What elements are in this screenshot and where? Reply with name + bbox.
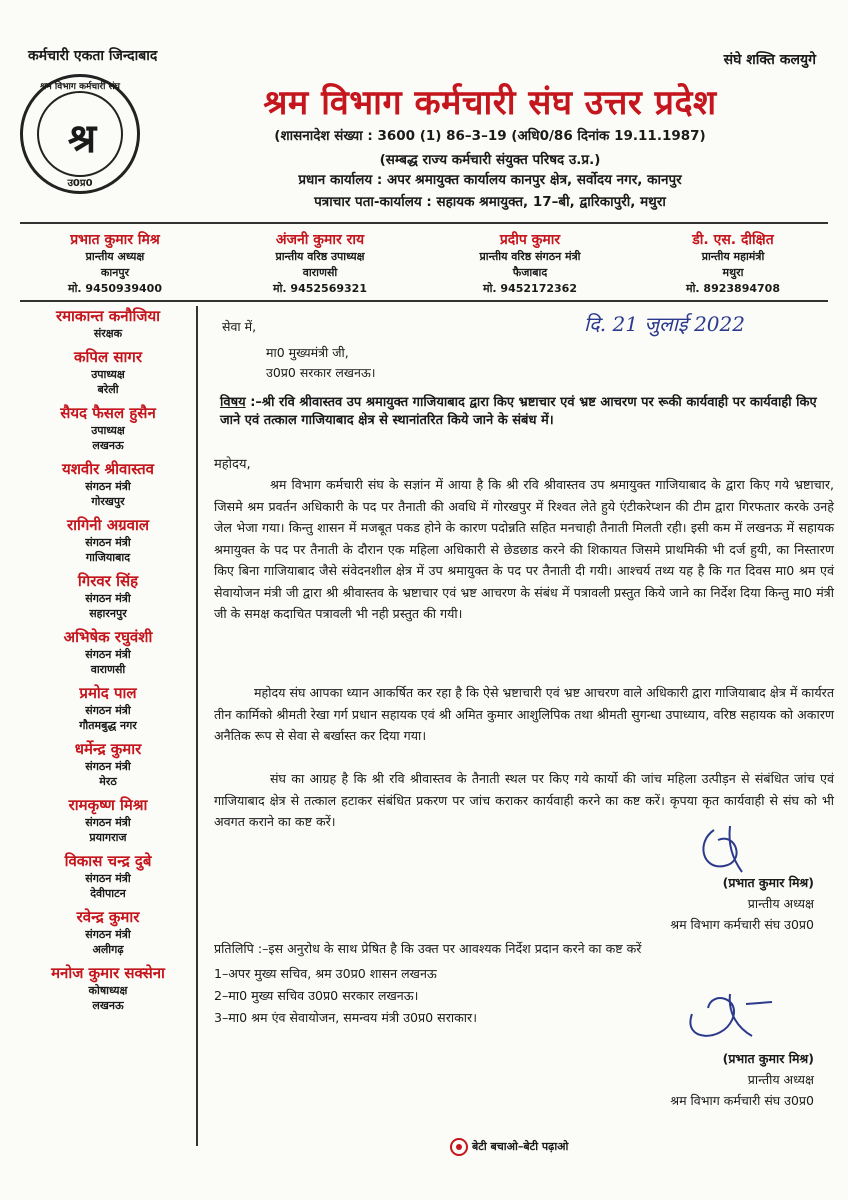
member-name: गिरवर सिंह [77, 572, 139, 590]
member-name: रागिनी अग्रवाल [66, 516, 150, 534]
seal-inner-ring [37, 91, 123, 177]
member-role: संगठन मंत्री [85, 816, 131, 829]
footer-slogan [450, 1138, 568, 1156]
member-name: प्रमोद पाल [79, 684, 137, 702]
member-role: संगठन मंत्री [85, 536, 131, 549]
address-recipient: मा0 मुख्यमंत्री जी, [266, 345, 349, 360]
gov-order-line: (शासनादेश संख्या : 3600 (1) 86–3–19 (अधि0/86 दिनांक 19.11.1987) [274, 128, 706, 144]
signature-scribble-2 [672, 984, 782, 1044]
signatory-role: प्रान्तीय अध्यक्ष [747, 1072, 814, 1087]
officer-card [640, 230, 826, 297]
member-entry [20, 571, 196, 621]
officer-name: प्रभात कुमार मिश्र [70, 232, 160, 248]
letter-subject [220, 394, 832, 430]
member-role: संरक्षक [93, 327, 123, 340]
member-role: संगठन मंत्री [85, 648, 131, 661]
member-role: उपाध्यक्ष [91, 424, 125, 437]
member-entry [20, 795, 196, 845]
member-city: लखनऊ [92, 999, 124, 1012]
head-office-line: प्रधान कार्यालय : अपर श्रमायुक्त कार्यालय कानपुर क्षेत्र, सर्वोदय नगर, कानपुर [298, 172, 682, 188]
signatory-org: श्रम विभाग कर्मचारी संघ उ0प्र0 [670, 917, 814, 932]
member-role: संगठन मंत्री [85, 704, 131, 717]
officer-city: कानपुर [100, 266, 130, 279]
member-name: अभिषेक रघुवंशी [63, 628, 153, 646]
officer-name: डी. एस. दीक्षित [692, 232, 774, 248]
seal-bottom-text: उ0प्र0 [67, 178, 93, 189]
member-entry [20, 683, 196, 733]
officers-bar [20, 222, 828, 302]
paragraph-2 [214, 682, 834, 747]
officer-city: मथुरा [722, 266, 744, 279]
member-city: बरेली [97, 383, 119, 396]
officer-city: वाराणसी [302, 266, 338, 279]
officer-phone: मो. 9452172362 [483, 282, 577, 295]
member-name: यशवीर श्रीवास्तव [62, 460, 154, 478]
copy-intro: प्रतिलिपि :–इस अनुरोध के साथ प्रेषित है कि उक्त पर आवश्यक निर्देश प्रदान करने का कष्ट करें [214, 941, 642, 956]
member-city: मेरठ [99, 775, 117, 788]
signature-scribble [684, 822, 774, 878]
officer-role: प्रान्तीय वरिष्ठ संगठन मंत्री [479, 250, 581, 263]
officer-city: फैजाबाद [512, 266, 548, 279]
signature-block-1 [594, 872, 814, 935]
member-city: वाराणसी [90, 663, 126, 676]
affiliation-line: (सम्बद्ध राज्य कर्मचारी संयुक्त परिषद उ.प्र.) [379, 152, 601, 168]
member-city: सहारनपुर [89, 607, 127, 620]
member-role: संगठन मंत्री [85, 872, 131, 885]
member-entry [20, 963, 196, 1013]
signatory-name: (प्रभात कुमार मिश्र) [722, 1051, 814, 1066]
member-name: रामकृष्ण मिश्रा [68, 796, 148, 814]
officer-card [220, 230, 420, 297]
member-name: रमाकान्त कनौजिया [55, 307, 161, 325]
member-name: मनोज कुमार सक्सेना [51, 964, 165, 982]
member-entry [20, 403, 196, 453]
member-city: लखनऊ [92, 439, 124, 452]
union-seal-logo [20, 74, 140, 194]
letter-body [214, 306, 834, 1146]
officer-role: प्रान्तीय वरिष्ठ उपाध्यक्ष [275, 250, 365, 263]
address-recipient-office: उ0प्र0 सरकार लखनऊ। [266, 365, 376, 380]
members-sidebar [20, 306, 198, 1146]
org-name: श्रम विभाग कर्मचारी संघ उत्तर प्रदेश [263, 83, 717, 123]
postal-address-line: पत्राचार पता-कार्यालय : सहायक श्रमायुक्त, 17–बी, द्वारिकापुरी, मथुरा [314, 194, 666, 210]
copy-item: 3–मा0 श्रम एंव सेवायोजन, समन्वय मंत्री उ0प्र0 सराकार। [214, 1010, 477, 1025]
officer-phone: मो. 9452569321 [273, 282, 367, 295]
member-name: विकास चन्द्र दुबे [64, 852, 152, 870]
member-role: कोषाध्यक्ष [88, 984, 128, 997]
officer-role: प्रान्तीय अध्यक्ष [85, 250, 145, 263]
officer-role: प्रान्तीय महामंत्री [701, 250, 765, 263]
member-role: संगठन मंत्री [85, 480, 131, 493]
member-entry [20, 347, 196, 397]
member-entry [20, 739, 196, 789]
member-city: प्रयागराज [89, 831, 127, 844]
salutation: महोदय, [214, 457, 251, 472]
member-role: उपाध्यक्ष [91, 368, 125, 381]
officer-phone: मो. 9450939400 [68, 282, 162, 295]
signatory-org: श्रम विभाग कर्मचारी संघ उ0प्र0 [670, 1093, 814, 1108]
copy-item: 2–मा0 मुख्य सचिव उ0प्र0 सरकार लखनऊ। [214, 988, 419, 1003]
slogan-right: संघे शक्ति कलयुगे [723, 52, 816, 68]
member-role: संगठन मंत्री [85, 928, 131, 941]
copy-item: 1–अपर मुख्य सचिव, श्रम उ0प्र0 शासन लखनऊ [214, 966, 437, 981]
paragraph-2-text: महोदय संघ आपका ध्यान आकर्षित कर रहा है कि ऐसे भ्रष्टाचारी एवं भ्रष्ट आचरण वाले अधिकारी द्वारा गाजियाबाद क्षेत्र में कार्यरत तीन कार्मिको श्रीमती रेखा गर्ग प्रधान सहायक एवं श्री अमित कुमार आशुलिपिक तथा श्रीमती सुगन्धा उपाध्याय, वरिष्ठ सहायक को अकारण अनैतिक रूप से सेवा से बर्खास्त कर दिया गया। [214, 685, 834, 743]
member-entry [20, 306, 196, 341]
member-city: गोरखपुर [91, 495, 125, 508]
member-city: देवीपाटन [90, 887, 126, 900]
member-entry [20, 851, 196, 901]
member-name: रवेन्द्र कुमार [76, 908, 140, 926]
officer-card [20, 230, 210, 297]
member-entry [20, 907, 196, 957]
officer-card [430, 230, 630, 297]
subject-text: :–श्री रवि श्रीवास्तव उप श्रमायुक्त गाजियाबाद द्वारा किए भ्रष्टाचार एवं भ्रष्ट आचरण पर रूकी कार्यवाही पर कार्यवाही किए जाने एवं तत्काल गाजियाबाद क्षेत्र से स्थानांतरित किये जाने के संबंध में। [220, 395, 817, 428]
seal-logo-glyph: श्र [67, 115, 97, 162]
member-entry [20, 459, 196, 509]
signature-block-2 [594, 1048, 814, 1111]
member-city: अलीगढ़ [92, 943, 124, 956]
member-role: संगठन मंत्री [85, 592, 131, 605]
officer-phone: मो. 8923894708 [686, 282, 780, 295]
paragraph-3-text: संघ का आग्रह है कि श्री रवि श्रीवास्तव के तैनाती स्थल पर किए गये कार्यो की जांच महिला उत्पीड़न से संबंधित जांच एवं गाजियाबाद क्षेत्र से तत्काल हटाकर संबंधित प्रकरण पर जांच कराकर कार्यवाही करने का कष्ट करें। कृपया कृत कार्यवाही से संघ को भी अवगत कराने का कष्ट करें। [214, 771, 834, 829]
handwritten-date: दि. 21 जुलाई 2022 [584, 312, 745, 336]
signatory-name: (प्रभात कुमार मिश्र) [722, 875, 814, 890]
slogan-left: कर्मचारी एकता जिन्दाबाद [28, 48, 158, 64]
paragraph-1 [214, 474, 834, 625]
member-name: कपिल सागर [74, 348, 142, 366]
member-role: संगठन मंत्री [85, 760, 131, 773]
member-entry [20, 515, 196, 565]
signatory-role: प्रान्तीय अध्यक्ष [747, 896, 814, 911]
member-name: धर्मेन्द्र कुमार [74, 740, 142, 758]
paragraph-1-text: श्रम विभाग कर्मचारी संघ के सज्ञांन में आया है कि श्री रवि श्रीवास्तव उप श्रमायुक्त गाजियाबाद के द्वारा किए गये भ्रष्टाचार, जिसमे श्रम प्रवर्तन अधिकारी के पद पर तैनाती की अवधि में गोरखपुर में रिश्वत लेते हुये एंटीकरेप्शन की टीम द्वारा गिरफतार करके उनहे जेल भेजा गया। किन्तु शासन में मजबूत पकड होने के कारण पदोन्नति सहित मनचाही तैनाती मिलती रही। इसी कम में लखनऊ में सहायक श्रमायुक्त के पद पर तैनाती के दौरान एक महिला अधिकारी से छेडछाड करने की शिकायत जिसमे प्राथमिकी भी दर्ज हुयी, का निस्तारण किए बिना गाजियाबाद जैसे संवेदनशील क्षेत्र में उप श्रमायुक्त के पद पर तैनाती दी गयी। आश्चर्य तथ्य यह है कि गत दिवस मा0 श्रम एवं सेवायोजन मंत्री जी द्वारा श्री श्रीवास्तव के भ्रष्टाचार एवं भ्रष्ट आचरण के संबंध में पत्रावली प्रस्तुत किये जाने का निर्देश दिया किन्तु मा0 मंत्री जी के समक्ष कदाचित पत्रावली भी नही प्रस्तुत की गयी। [214, 477, 834, 621]
beti-bachao-icon [450, 1138, 468, 1156]
officer-name: अंजनी कुमार राय [275, 232, 365, 248]
member-entry [20, 627, 196, 677]
member-city: गाजियाबाद [85, 551, 131, 564]
member-city: गौतमबुद्ध नगर [79, 719, 137, 732]
footer-slogan-text: बेटी बचाओ–बेटी पढ़ाओ [472, 1140, 569, 1153]
member-name: सैयद फैसल हुसैन [60, 404, 156, 422]
seal-ring-text: श्रम विभाग कर्मचारी संघ [40, 82, 120, 92]
officer-name: प्रदीप कुमार [499, 232, 561, 248]
subject-label: विषय [220, 395, 246, 410]
address-to: सेवा में, [222, 319, 257, 334]
